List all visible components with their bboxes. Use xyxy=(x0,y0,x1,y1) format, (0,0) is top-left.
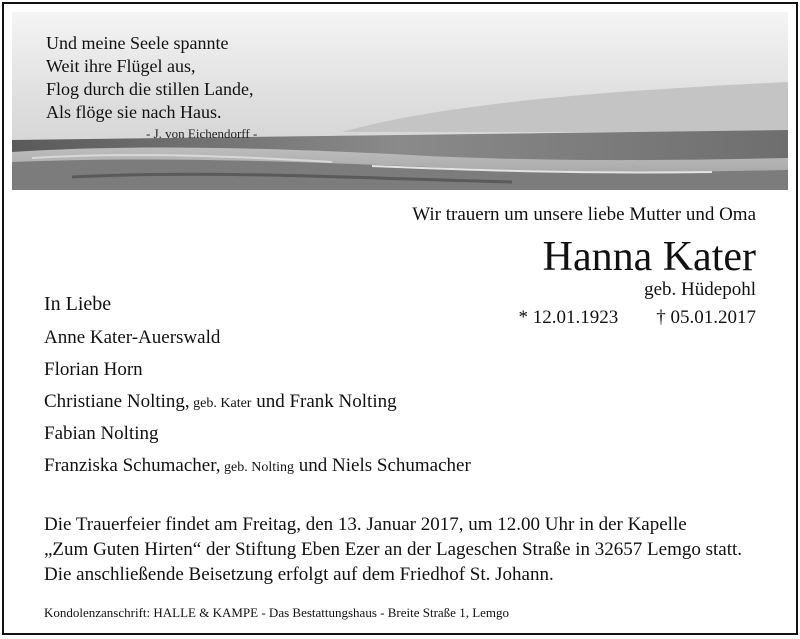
poem-line: Als flöge sie nach Haus. xyxy=(46,102,222,122)
announcement-intro: Wir trauern um unsere liebe Mutter und Oma xyxy=(412,204,756,225)
mourner-line xyxy=(44,324,471,356)
life-dates xyxy=(519,307,757,329)
death-date: † 05.01.2017 xyxy=(656,307,756,328)
obituary-card xyxy=(2,2,798,635)
poem-line: Flog durch die stillen Lande, xyxy=(46,79,254,99)
poem-line: Und meine Seele spannte xyxy=(46,33,229,53)
poem xyxy=(46,32,253,124)
mourners-list xyxy=(44,324,471,484)
birth-date: * 12.01.1923 xyxy=(518,307,619,328)
mourner-line xyxy=(44,420,471,452)
poem-author: - J. von Eichendorff - xyxy=(146,126,258,141)
ceremony-line: „Zum Guten Hirten“ der Stiftung Eben Ezer an der Lageschen Straße in 32657 Lemgo statt. xyxy=(44,539,743,560)
mourner-line xyxy=(44,356,471,388)
mourners-heading: In Liebe xyxy=(44,293,112,315)
ceremony-line: Die anschließende Beisetzung erfolgt auf dem Friedhof St. Johann. xyxy=(44,564,554,585)
mourner-name: Florian Horn xyxy=(44,359,143,380)
mourner-line xyxy=(44,452,471,484)
mourner-birth-name: geb. Nolting xyxy=(220,460,295,475)
mourner-name: Christiane Nolting, xyxy=(44,391,190,412)
header-image xyxy=(12,12,788,190)
mourner-name: Anne Kater-Auerswald xyxy=(44,327,221,348)
ceremony-line: Die Trauerfeier findet am Freitag, den 13. Januar 2017, um 12.00 Uhr in der Kapelle xyxy=(44,514,687,535)
condolence-address: Kondolenzanschrift: HALLE & KAMPE - Das Bestattungshaus - Breite Straße 1, Lemgo xyxy=(44,605,510,620)
deceased-name: Hanna Kater xyxy=(542,234,756,280)
poem-line: Weit ihre Flügel aus, xyxy=(46,56,196,76)
mourner-partner: und Niels Schumacher xyxy=(294,455,471,476)
birth-name: geb. Hüdepohl xyxy=(644,279,756,300)
ceremony-info xyxy=(44,512,742,587)
mourner-birth-name: geb. Kater xyxy=(189,396,252,411)
mourner-partner: und Frank Nolting xyxy=(251,391,397,412)
mourner-name: Franziska Schumacher, xyxy=(44,455,221,476)
mourner-line xyxy=(44,388,471,420)
mourner-name: Fabian Nolting xyxy=(44,423,159,444)
